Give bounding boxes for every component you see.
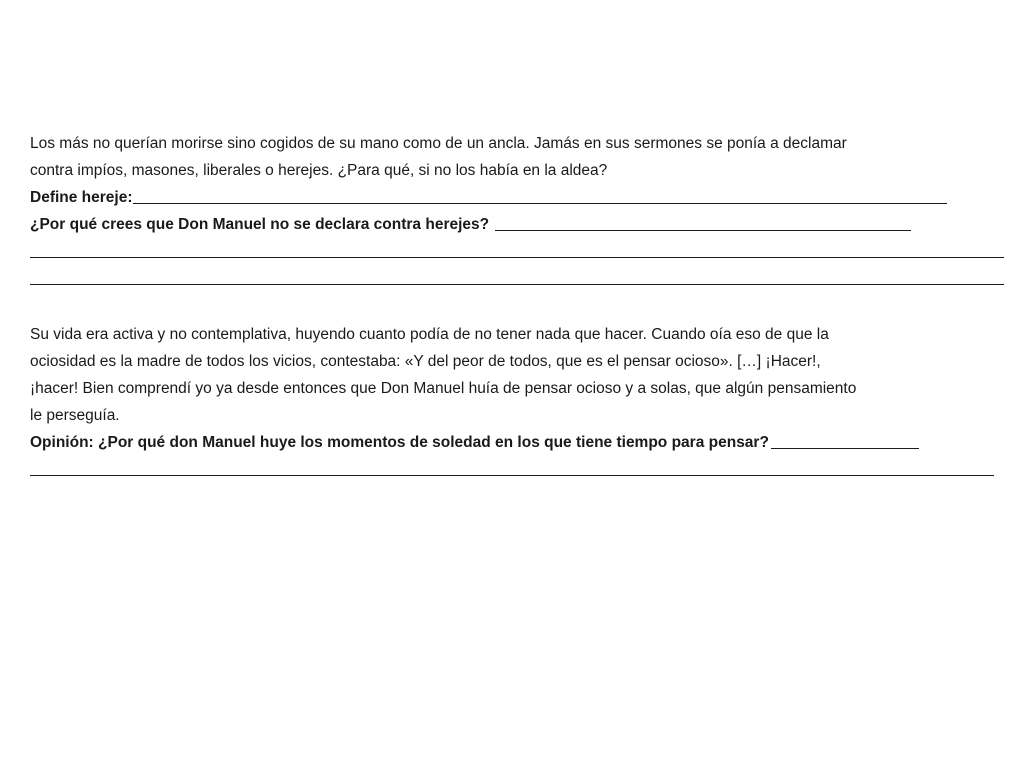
paragraph-1-line: contra impíos, masones, liberales o herejes. ¿Para qué, si no los había en la aldea? <box>30 162 608 179</box>
question-label: Opinión: ¿Por qué don Manuel huye los momentos de soledad en los que tiene tiempo para pensar? <box>30 434 769 451</box>
answer-blank[interactable] <box>30 284 1004 285</box>
answer-line[interactable] <box>30 456 1010 483</box>
paragraph-1-line: Los más no querían morirse sino cogidos de su mano como de un ancla. Jamás en sus sermones se ponía a declamar <box>30 135 847 152</box>
paragraph-2-line: Su vida era activa y no contemplativa, huyendo cuanto podía de no tener nada que hacer. Cuando oía eso de que la <box>30 326 829 343</box>
paragraph-2 <box>30 321 1010 429</box>
question-define-hereje <box>30 184 1010 211</box>
answer-blank[interactable] <box>495 230 911 231</box>
paragraph-2-line: ¡hacer! Bien comprendí yo ya desde entonces que Don Manuel huía de pensar ocioso y a solas, que algún pensamiento <box>30 380 857 397</box>
paragraph-1 <box>30 130 1010 184</box>
answer-blank[interactable] <box>30 257 1004 258</box>
answer-blank[interactable] <box>771 448 919 449</box>
answer-line[interactable] <box>30 265 1010 292</box>
question-opinion <box>30 429 1010 456</box>
answer-line[interactable] <box>30 238 1010 265</box>
answer-blank[interactable] <box>133 203 947 204</box>
question-label: ¿Por qué crees que Don Manuel no se declara contra herejes? <box>30 216 490 233</box>
paragraph-2-line: le perseguía. <box>30 407 120 424</box>
answer-blank[interactable] <box>30 475 994 476</box>
spacer <box>30 292 1010 321</box>
question-why-not-declare <box>30 211 1010 238</box>
paragraph-2-line: ociosidad es la madre de todos los vicios, contestaba: «Y del peor de todos, que es el pensar ocioso». […] ¡Hacer!, <box>30 353 821 370</box>
document-page <box>30 130 1010 483</box>
question-label: Define hereje: <box>30 189 133 206</box>
